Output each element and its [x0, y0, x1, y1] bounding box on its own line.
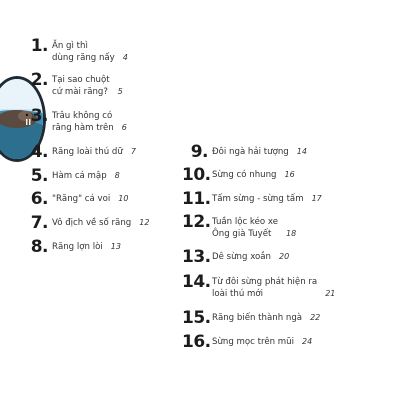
toc-page-number: 7	[130, 147, 136, 156]
toc-number: 12.	[182, 212, 211, 232]
toc-number: 16.	[182, 332, 211, 352]
toc-page-number: 20	[279, 252, 290, 261]
toc-number: 5.	[30, 166, 48, 186]
toc-title: "Răng" cá voi	[52, 194, 111, 204]
toc-entry-13[interactable]	[182, 248, 289, 266]
toc-entry-12[interactable]	[182, 213, 296, 240]
toc-title: Vô địch về số răng	[52, 218, 132, 228]
toc-page-number: 21	[325, 289, 336, 298]
toc-title: Tuần lộc kéo xe Ông già Tuyết	[212, 217, 278, 239]
toc-entry-15[interactable]	[182, 309, 320, 327]
toc-title: Dê sừng xoắn	[212, 252, 271, 262]
toc-title: Trâu không có răng hàm trên	[52, 111, 114, 133]
toc-entry-14[interactable]	[182, 273, 335, 300]
toc-title: Từ đôi sừng phát hiện ra loài thú mới	[212, 277, 318, 299]
toc-title: Ăn gì thì dùng răng nấy	[52, 41, 115, 63]
toc-entry-7[interactable]	[26, 214, 149, 232]
toc-number: 15.	[182, 308, 211, 328]
toc-page-number: 18	[286, 229, 297, 238]
toc-entry-9[interactable]	[186, 143, 307, 161]
toc-title: Sừng mọc trên mũi	[212, 337, 295, 347]
toc-number: 8.	[30, 237, 48, 257]
toc-page-number: 16	[284, 170, 295, 179]
toc-number: 10.	[182, 165, 211, 185]
toc-number: 6.	[30, 189, 48, 209]
toc-page-number: 4	[122, 53, 128, 62]
toc-number: 4.	[30, 142, 48, 162]
toc-title: Răng lợn lòi	[52, 242, 103, 252]
toc-page-number: 13	[110, 242, 121, 251]
toc-title: Đôi ngà hải tượng	[212, 147, 289, 157]
toc-number: 7.	[30, 213, 48, 233]
toc-entry-3[interactable]	[26, 107, 127, 134]
toc-entry-10[interactable]	[182, 166, 295, 184]
toc-page-number: 17	[311, 194, 322, 203]
toc-entry-16[interactable]	[182, 333, 312, 351]
toc-title: Tấm sừng - sừng tấm	[212, 194, 304, 204]
toc-page-number: 12	[139, 218, 150, 227]
toc-page-number: 24	[302, 337, 313, 346]
toc-page-number: 5	[117, 87, 123, 96]
toc-title: Răng loài thú dữ	[52, 147, 123, 157]
toc-number: 13.	[182, 247, 211, 267]
toc-number: 14.	[182, 272, 211, 292]
toc-title: Sừng có nhung	[212, 170, 277, 180]
toc-number: 9.	[190, 142, 208, 162]
toc-page-number: 6	[121, 123, 127, 132]
toc-entry-5[interactable]	[26, 167, 120, 185]
toc-page-number: 22	[310, 313, 321, 322]
toc-number: 1.	[30, 36, 48, 56]
toc-entry-1[interactable]	[26, 37, 128, 64]
toc-number: 3.	[30, 106, 48, 126]
toc-page-number: 10	[118, 194, 129, 203]
toc-number: 2.	[30, 70, 48, 90]
toc-title: Răng biến thành ngà	[212, 313, 303, 323]
toc-entry-6[interactable]	[26, 190, 128, 208]
toc-page-number: 14	[296, 147, 307, 156]
toc-title: Tại sao chuột cứ mài răng?	[52, 75, 110, 97]
toc-title: Hàm cá mập	[52, 171, 107, 181]
toc-number: 11.	[182, 189, 211, 209]
toc-page-number: 8	[114, 171, 120, 180]
toc-entry-4[interactable]	[26, 143, 136, 161]
toc-entry-11[interactable]	[182, 190, 322, 208]
toc-entry-2[interactable]	[26, 71, 123, 98]
toc-entry-8[interactable]	[26, 238, 121, 256]
